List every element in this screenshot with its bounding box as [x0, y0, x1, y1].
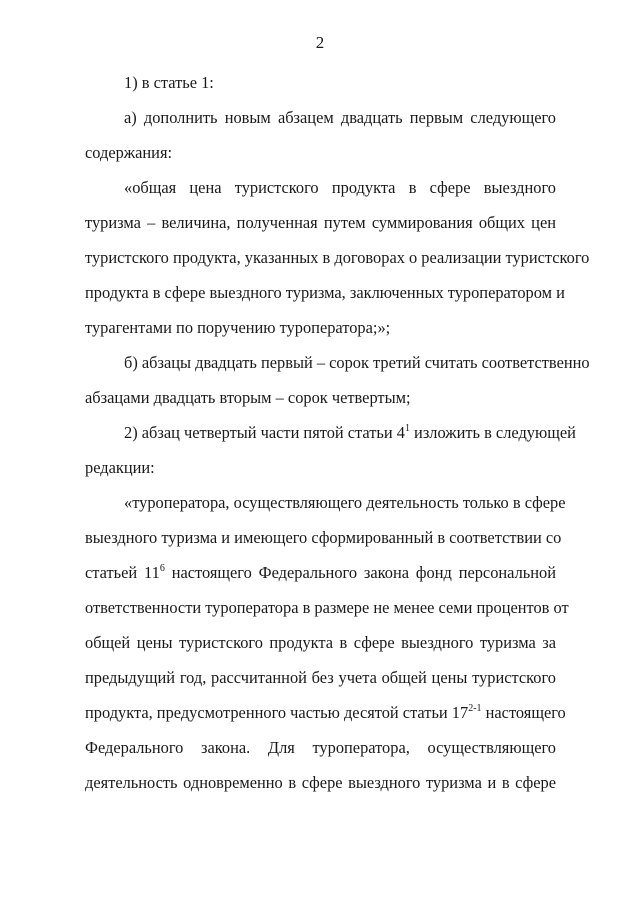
superscript: 1 — [404, 423, 410, 434]
text-line: общей цены туристского продукта в сфере выездного туризма за — [85, 633, 556, 652]
text-line: продукта, предусмотренного частью десятой статьи 17$^{2-1}$ настоящего — [85, 703, 566, 722]
superscript: 2-1 — [468, 703, 482, 714]
text-line: продукта в сфере выездного туризма, заключенных туроператором и — [85, 283, 565, 302]
text-line: предыдущий год, рассчитанной без учета общей цены туристского — [85, 668, 556, 687]
page-number: 2 — [315, 33, 325, 52]
text-line: туристского продукта, указанных в договорах о реализации туристского — [85, 248, 590, 267]
text-line: ответственности туроператора в размере не менее семи процентов от — [85, 598, 569, 617]
text-line: турагентами по поручению туроператора;»; — [85, 318, 391, 337]
text-line: «общая цена туристского продукта в сфере выездного — [124, 178, 556, 197]
text-line: редакции: — [85, 458, 155, 477]
text-line: деятельность одновременно в сфере выездного туризма и в сфере — [85, 773, 556, 792]
superscript: 6 — [159, 563, 165, 574]
text-line: содержания: — [85, 143, 173, 162]
text-line: выездного туризма и имеющего сформированный в соответствии со — [85, 528, 562, 547]
text-line: 2) абзац четвертый части пятой статьи $4^1$ изложить в следующей — [124, 423, 576, 442]
text-line: статьей $11^6$ настоящего Федерального закона фонд персональной — [85, 563, 556, 582]
text-line: «туроператора, осуществляющего деятельность только в сфере — [124, 493, 566, 512]
text-line: 1) в статье 1: — [124, 73, 214, 92]
text-line: а) дополнить новым абзацем двадцать первым следующего — [124, 108, 556, 127]
text-line: туризма – величина, полученная путем суммирования общих цен — [85, 213, 556, 232]
text-line: абзацами двадцать вторым – сорок четвертым; — [85, 388, 411, 407]
text-line: б) абзацы двадцать первый – сорок третий считать соответственно — [124, 353, 590, 372]
text-line: Федерального закона. Для туроператора, осуществляющего — [85, 738, 556, 757]
